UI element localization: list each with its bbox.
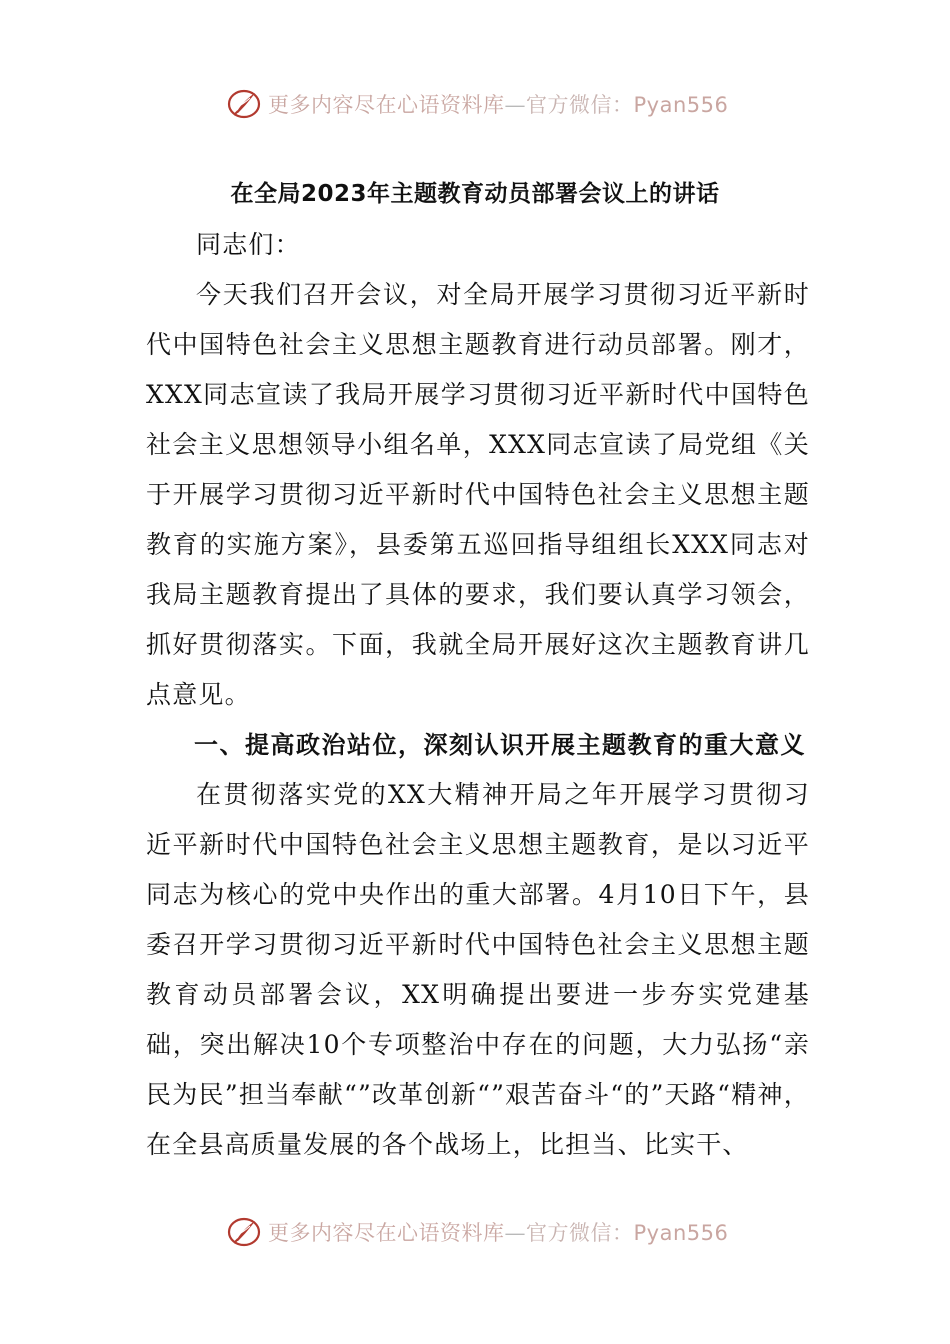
footer-watermark-text <box>268 1217 728 1247</box>
header-banner-dash: — <box>504 93 526 117</box>
quill-pen-icon <box>226 86 262 122</box>
header-watermark-banner <box>226 84 728 124</box>
paragraph-opening: 今天我们召开会议，对全局开展学习贯彻习近平新时代中国特色社会主义思想主题教育进行动员部署。刚才，XXX同志宣读了我局开展学习贯彻习近平新时代中国特色社会主义思想领导小组名单，XXX同志宣读了局党组《关于开展学习贯彻习近平新时代中国特色社会主义思想主题教育的实施方案》，县委第五巡回指导组组长XXX同志对我局主题教育提出了具体的要求，我们要认真学习领会，抓好贯彻落实。下面，我就全局开展好这次主题教育讲几点意见。 <box>146 280 810 709</box>
salutation: 同志们： <box>196 230 301 259</box>
footer-banner-brand: 更多内容尽在心语资料库 <box>268 1221 505 1245</box>
header-banner-wechat-id: Pyan556 <box>633 93 729 117</box>
document-title: 在全局2023年主题教育动员部署会议上的讲话 <box>230 181 720 207</box>
header-watermark-text <box>268 89 728 119</box>
document-body <box>146 220 810 1170</box>
footer-banner-wechat-label: 官方微信： <box>526 1221 634 1245</box>
header-banner-brand: 更多内容尽在心语资料库 <box>268 93 505 117</box>
quill-pen-icon <box>226 1214 262 1250</box>
header-banner-wechat-label: 官方微信： <box>526 93 634 117</box>
section-heading-1: 一、提高政治站位，深刻认识开展主题教育的重大意义 <box>194 731 806 759</box>
paragraph-section-1: 在贯彻落实党的XX大精神开局之年开展学习贯彻习近平新时代中国特色社会主义思想主题教育，是以习近平同志为核心的党中央作出的重大部署。4月10日下午，县委召开学习贯彻习近平新时代中国特色社会主义思想主题教育动员部署会议，XX明确提出要进一步夯实党建基础，突出解决10个专项整治中存在的问题，大力弘扬“亲民为民”担当奉献“”改革创新“”艰苦奋斗“的”天路“精神，在全县高质量发展的各个战场上，比担当、比实干、 <box>146 780 810 1159</box>
footer-banner-wechat-id: Pyan556 <box>633 1221 729 1245</box>
footer-watermark-banner <box>226 1212 728 1252</box>
footer-banner-dash: — <box>504 1221 526 1245</box>
